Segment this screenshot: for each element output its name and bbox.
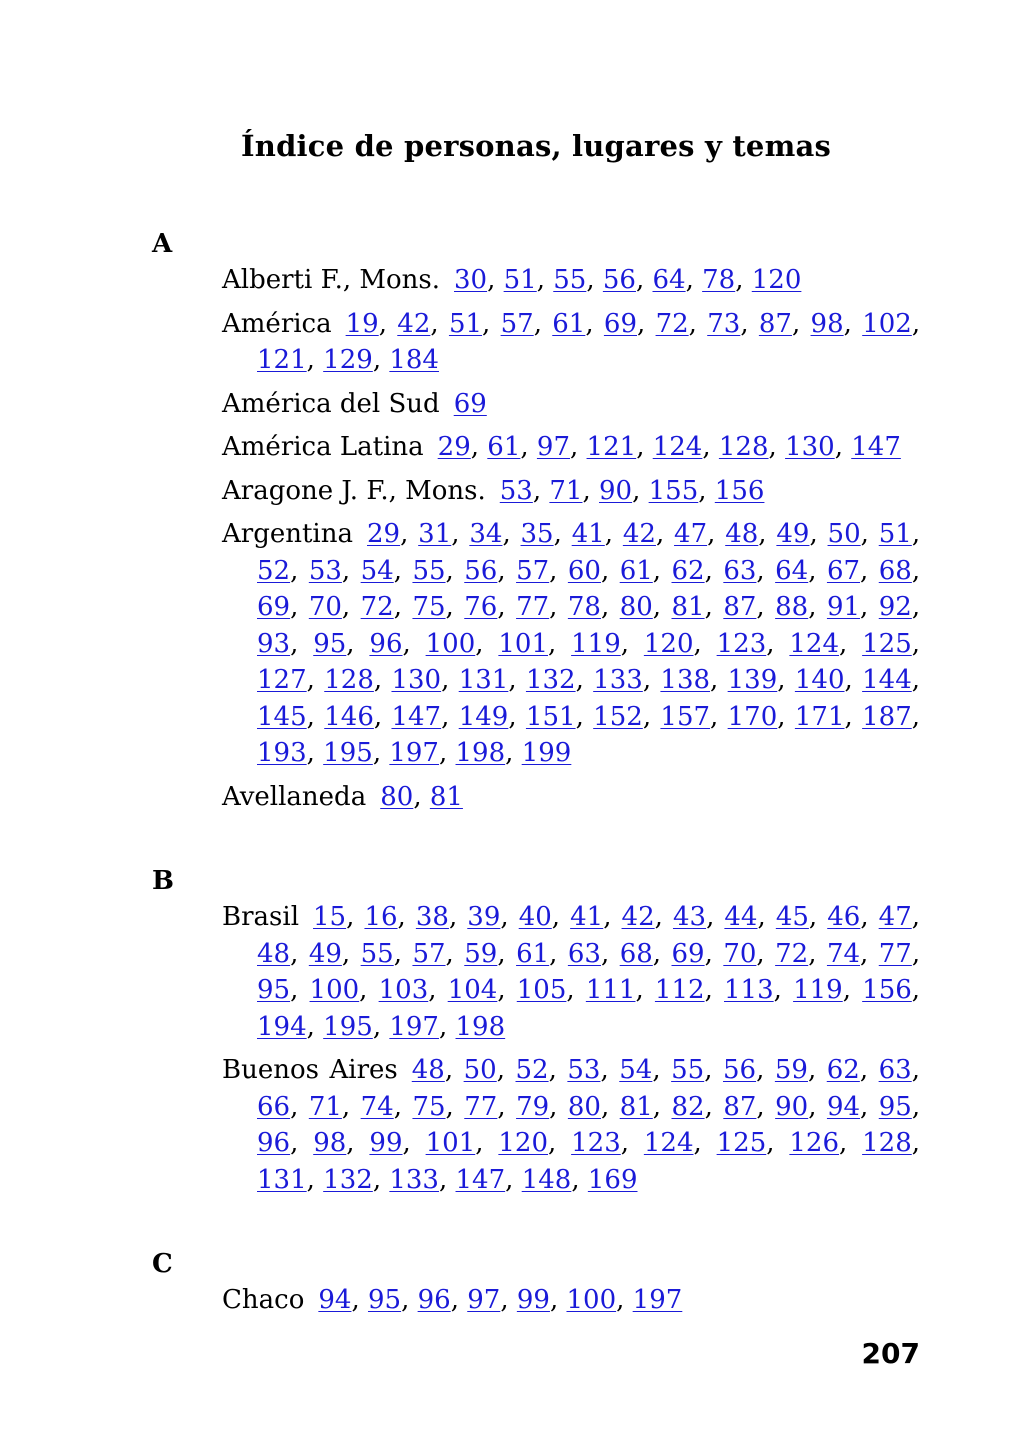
page-link[interactable]: 62 [671, 555, 705, 586]
page-link[interactable]: 35 [520, 519, 554, 549]
page-link[interactable]: 63 [567, 938, 601, 969]
page-link[interactable]: 51 [503, 265, 537, 295]
page-link[interactable]: 156 [862, 975, 912, 1005]
page-link[interactable]: 64 [775, 555, 809, 586]
page-link[interactable]: 52 [515, 1055, 549, 1085]
page-link[interactable]: 42 [397, 308, 431, 339]
page-link[interactable]: 78 [702, 265, 736, 295]
page-link[interactable]: 90 [599, 475, 633, 506]
page-link[interactable]: 39 [467, 902, 501, 932]
page-link[interactable]: 69 [671, 938, 705, 969]
page-link[interactable]: 194 [257, 1011, 307, 1042]
page-link[interactable]: 31 [418, 519, 452, 549]
page-link[interactable]: 68 [619, 938, 653, 969]
page-link[interactable]: 98 [810, 308, 844, 339]
page-link[interactable]: 42 [622, 519, 656, 549]
page-link[interactable]: 197 [389, 1011, 439, 1042]
page-link[interactable]: 187 [862, 701, 912, 732]
index-term: Aragone J. F., Mons. [222, 475, 486, 506]
page-link[interactable]: 128 [718, 432, 769, 462]
page-link[interactable]: 82 [671, 1091, 705, 1122]
index-entry: Brasil 15, 16, 38, 39, 40, 41, 42, 43, 44, 45, 46, 47, 48, 49, 55, 57, 59, 61, 63, 68, 69, 70, 72, 74, 77, 95, 100, 103, 104, 105, 111, 112, 113, 119, 156, 194, 195, 197, 198 [222, 902, 921, 1042]
page-link[interactable]: 79 [516, 1091, 550, 1122]
page-link[interactable]: 130 [391, 665, 442, 695]
page-link[interactable]: 125 [716, 1128, 767, 1158]
page-link[interactable]: 91 [826, 592, 861, 622]
page-link[interactable]: 96 [257, 1128, 291, 1158]
page-link[interactable]: 133 [389, 1164, 439, 1195]
page-link[interactable]: 57 [516, 555, 550, 586]
page-link[interactable]: 81 [429, 781, 463, 812]
page-link[interactable]: 61 [487, 432, 521, 462]
page-link[interactable]: 73 [707, 308, 741, 339]
page-link[interactable]: 63 [878, 1055, 912, 1085]
page-link[interactable]: 77 [516, 592, 550, 622]
page-link[interactable]: 184 [389, 345, 439, 375]
page-link[interactable]: 72 [775, 938, 809, 969]
page-link[interactable]: 51 [878, 519, 912, 549]
page-link[interactable]: 132 [525, 665, 576, 695]
index-entry: Aragone J. F., Mons. 53, 71, 90, 155, 156 [222, 475, 765, 506]
page-link[interactable]: 93 [257, 628, 291, 659]
page-link[interactable]: 139 [727, 665, 778, 695]
page-link[interactable]: 45 [775, 902, 809, 932]
index-section-c [152, 1246, 920, 1319]
page-link[interactable]: 55 [553, 265, 587, 295]
index-term: Argentina [222, 519, 353, 549]
index-list [152, 226, 920, 1326]
page-link[interactable]: 97 [467, 1285, 501, 1315]
page-link[interactable]: 50 [827, 519, 861, 549]
page-link[interactable]: 147 [455, 1164, 506, 1195]
page-number: 207 [861, 1337, 920, 1370]
index-section-a [152, 226, 920, 815]
page-link[interactable]: 102 [862, 308, 912, 339]
page-link[interactable]: 169 [587, 1164, 638, 1195]
page-link[interactable]: 145 [257, 701, 307, 732]
page-link[interactable]: 124 [789, 628, 839, 659]
page-link[interactable]: 29 [367, 519, 401, 549]
page-link[interactable]: 96 [417, 1285, 451, 1315]
page-link[interactable]: 197 [632, 1285, 683, 1315]
index-entry: Alberti F., Mons. 30, 51, 55, 56, 64, 78, 120 [222, 265, 802, 295]
page-link[interactable]: 56 [723, 1055, 757, 1085]
page-link[interactable]: 151 [525, 701, 576, 732]
page-link[interactable]: 157 [660, 701, 711, 732]
page-link[interactable]: 57 [412, 938, 446, 969]
page-link[interactable]: 152 [593, 701, 643, 732]
page-link[interactable]: 144 [862, 665, 912, 695]
page-link[interactable]: 123 [716, 628, 767, 659]
page-link[interactable]: 132 [323, 1164, 373, 1195]
page-link[interactable]: 99 [369, 1128, 403, 1158]
page-link[interactable]: 128 [862, 1128, 912, 1158]
page-link[interactable]: 125 [862, 628, 912, 659]
page-link[interactable]: 51 [448, 308, 483, 339]
page-link[interactable]: 123 [571, 1128, 621, 1158]
page-link[interactable]: 56 [602, 265, 636, 295]
page-link[interactable]: 149 [458, 701, 509, 732]
page-link[interactable]: 105 [516, 975, 567, 1005]
page-link[interactable]: 119 [793, 975, 843, 1005]
page-link[interactable]: 94 [826, 1091, 861, 1122]
page-link[interactable]: 19 [345, 308, 379, 339]
page-link[interactable]: 71 [308, 1091, 342, 1122]
page-link[interactable]: 81 [671, 592, 705, 622]
page-link[interactable]: 100 [425, 628, 476, 659]
page-link[interactable]: 40 [518, 902, 552, 932]
page-link[interactable]: 92 [878, 592, 912, 622]
index-entry: Buenos Aires 48, 50, 52, 53, 54, 55, 56, 59, 62, 63, 66, 71, 74, 75, 77, 79, 80, 81, 82, 87, 90, 94, 95, 96, 98, 99, 101, 120, 123, 124, 125, 126, 128, 131, 132, 133, 147, 148, 169 [222, 1055, 921, 1195]
index-term: América [222, 308, 332, 339]
page-link[interactable]: 60 [567, 555, 601, 586]
page-link[interactable]: 104 [447, 975, 498, 1005]
page-link[interactable]: 111 [585, 975, 636, 1005]
section-letter: C [152, 1249, 173, 1279]
page-link[interactable]: 103 [378, 975, 429, 1005]
index-entry [222, 386, 920, 423]
page-link[interactable]: 43 [672, 902, 707, 932]
page-link[interactable]: 69 [453, 388, 487, 419]
index-term: Avellaneda [222, 781, 367, 812]
page-link[interactable]: 80 [619, 592, 653, 622]
page-link[interactable]: 80 [567, 1091, 601, 1122]
page-link[interactable]: 87 [723, 1091, 757, 1122]
page-link[interactable]: 97 [536, 432, 571, 462]
page-link[interactable]: 61 [552, 308, 586, 339]
page-link[interactable]: 156 [714, 475, 765, 506]
page-link[interactable]: 87 [758, 308, 792, 339]
page-link[interactable]: 47 [878, 902, 912, 932]
page-link[interactable]: 57 [500, 308, 534, 339]
page-link[interactable]: 59 [464, 938, 498, 969]
page-link[interactable]: 48 [257, 938, 291, 969]
page-link[interactable]: 101 [498, 628, 548, 659]
page-link[interactable]: 41 [570, 902, 604, 932]
page-link[interactable]: 59 [774, 1055, 808, 1085]
page-link[interactable]: 75 [412, 1091, 446, 1122]
page-link[interactable]: 55 [412, 555, 446, 586]
page-link[interactable]: 72 [360, 592, 394, 622]
page-link[interactable]: 120 [751, 265, 802, 295]
section-letter: B [152, 866, 174, 896]
page-link[interactable]: 74 [360, 1091, 394, 1122]
index-term: Alberti F., Mons. [222, 265, 440, 295]
page-link[interactable]: 55 [671, 1055, 705, 1085]
page-link[interactable]: 30 [454, 265, 488, 295]
page-link[interactable]: 76 [464, 592, 498, 622]
page-link[interactable]: 49 [308, 938, 342, 969]
index-entry: América 19, 42, 51, 57, 61, 69, 72, 73, 87, 98, 102, 121, 129, 184 [222, 308, 921, 375]
index-term: América del Sud [222, 388, 440, 419]
page-link[interactable]: 100 [309, 975, 360, 1005]
page-link[interactable]: 197 [389, 738, 439, 768]
page-link[interactable]: 95 [367, 1285, 402, 1315]
page-link[interactable]: 53 [499, 475, 533, 506]
page-link[interactable]: 121 [257, 345, 307, 375]
page-title: Índice de personas, lugares y temas [241, 129, 831, 163]
page-link[interactable]: 80 [380, 781, 414, 812]
page-link[interactable]: 128 [324, 665, 374, 695]
page-link[interactable]: 47 [674, 519, 708, 549]
page-link[interactable]: 198 [455, 738, 506, 768]
page-link[interactable]: 52 [257, 555, 291, 586]
page-link[interactable]: 66 [257, 1091, 291, 1122]
page-link[interactable]: 50 [463, 1055, 497, 1085]
page-link[interactable]: 140 [794, 665, 845, 695]
section-letter: A [152, 229, 173, 259]
page-link[interactable]: 199 [521, 738, 572, 768]
index-entry: América Latina 29, 61, 97, 121, 124, 128, 130, 147 [222, 432, 901, 462]
page-link[interactable]: 16 [364, 902, 398, 932]
page-link[interactable]: 120 [643, 628, 694, 659]
page-link[interactable]: 195 [323, 1011, 373, 1042]
page-link[interactable]: 54 [619, 1055, 653, 1085]
page-link[interactable]: 124 [652, 432, 703, 462]
page-link[interactable]: 42 [621, 902, 655, 932]
page-link[interactable]: 113 [724, 975, 774, 1005]
page-link[interactable]: 121 [586, 432, 637, 462]
page-link[interactable]: 29 [437, 432, 471, 462]
page-link[interactable]: 48 [725, 519, 759, 549]
page-link[interactable]: 94 [318, 1285, 352, 1315]
page-link[interactable]: 49 [776, 519, 810, 549]
page-link[interactable]: 64 [652, 265, 686, 295]
page-link[interactable]: 133 [593, 665, 643, 695]
page-link[interactable]: 77 [464, 1091, 498, 1122]
page-link[interactable]: 193 [257, 738, 307, 768]
page-link[interactable]: 147 [391, 701, 442, 732]
page-link[interactable]: 120 [498, 1128, 548, 1158]
page-link[interactable]: 46 [827, 902, 861, 932]
page-link[interactable]: 70 [723, 938, 757, 969]
page-link[interactable]: 53 [567, 1055, 601, 1085]
page-link[interactable]: 98 [313, 1128, 347, 1158]
page-link[interactable]: 170 [727, 701, 778, 732]
page-link[interactable]: 138 [660, 665, 711, 695]
page-link[interactable]: 155 [648, 475, 699, 506]
index-term: Buenos Aires [222, 1055, 398, 1085]
page-link[interactable]: 78 [567, 592, 601, 622]
index-entry: Avellaneda 80, 81 [222, 781, 463, 812]
page-link[interactable]: 95 [313, 628, 347, 659]
page-link[interactable]: 198 [455, 1011, 506, 1042]
page-link[interactable]: 48 [411, 1055, 445, 1085]
page-link[interactable]: 147 [851, 432, 901, 462]
page-link[interactable]: 55 [360, 938, 394, 969]
page-link[interactable]: 126 [789, 1128, 839, 1158]
page-link[interactable]: 87 [723, 592, 757, 622]
page-link[interactable]: 127 [257, 665, 307, 695]
page-link[interactable]: 68 [878, 555, 912, 586]
page-link[interactable]: 131 [458, 665, 509, 695]
index-section-b [152, 863, 920, 1198]
page-link[interactable]: 38 [415, 902, 449, 932]
page-link[interactable]: 61 [619, 555, 653, 586]
page-link[interactable]: 69 [257, 592, 291, 622]
page-link[interactable]: 71 [549, 475, 583, 506]
index-term: Chaco [222, 1285, 305, 1315]
index-entry: Argentina 29, 31, 34, 35, 41, 42, 47, 48, 49, 50, 51, 52, 53, 54, 55, 56, 57, 60, 61, 62, 63, 64, 67, 68, 69, 70, 72, 75, 76, 77, 78, 80, 81, 87, 88, 91, 92, 93, 95, 96, 100, 101, 119, 120, 123, 124, 125, 127, 128, 130, 131, 132, 133, 138, 139, 140, 144, 145, 146, 147, 149, 151, 152, 157, 170, 171, 187, 193, 195, 197, 198, 199 [222, 519, 921, 768]
page-link[interactable]: 63 [723, 555, 757, 586]
page-link[interactable]: 124 [643, 1128, 694, 1158]
page-link[interactable]: 41 [571, 519, 605, 549]
index-term: América Latina [222, 432, 424, 462]
page-link[interactable]: 61 [516, 938, 550, 969]
page-link[interactable]: 171 [794, 701, 845, 732]
page-link[interactable]: 75 [412, 592, 446, 622]
page-link[interactable]: 34 [469, 519, 503, 549]
index-term: Brasil [222, 902, 300, 932]
page-link[interactable]: 54 [360, 555, 394, 586]
page-link[interactable]: 99 [516, 1285, 550, 1315]
page-link[interactable]: 95 [257, 975, 291, 1005]
page-link[interactable]: 130 [785, 432, 835, 462]
page-link[interactable]: 81 [619, 1091, 653, 1122]
page-link[interactable]: 119 [571, 628, 621, 659]
page-link[interactable]: 90 [775, 1091, 809, 1122]
page-link[interactable]: 56 [464, 555, 498, 586]
page-link[interactable]: 62 [826, 1055, 860, 1085]
page-link[interactable]: 69 [603, 308, 637, 339]
page-link[interactable]: 77 [878, 938, 912, 969]
page-link[interactable]: 129 [323, 345, 373, 375]
page-link[interactable]: 70 [308, 592, 342, 622]
page-link[interactable]: 195 [323, 738, 373, 768]
page-link[interactable]: 15 [313, 902, 347, 932]
page-link[interactable]: 95 [878, 1091, 912, 1122]
page-link[interactable]: 146 [324, 701, 374, 732]
page-link[interactable]: 88 [775, 592, 809, 622]
page-link[interactable]: 44 [724, 902, 758, 932]
page-link[interactable]: 148 [521, 1164, 572, 1195]
page-link[interactable]: 112 [654, 975, 705, 1005]
page-link[interactable]: 101 [425, 1128, 476, 1158]
page-link[interactable]: 131 [257, 1164, 307, 1195]
page-link[interactable]: 74 [826, 938, 861, 969]
page-link[interactable]: 96 [369, 628, 403, 659]
page-link[interactable]: 100 [566, 1285, 617, 1315]
index-entry: Chaco 94, 95, 96, 97, 99, 100, 197 [222, 1285, 683, 1315]
page-link[interactable]: 67 [826, 555, 861, 586]
page-link[interactable]: 72 [655, 308, 689, 339]
page-link[interactable]: 53 [308, 555, 342, 586]
